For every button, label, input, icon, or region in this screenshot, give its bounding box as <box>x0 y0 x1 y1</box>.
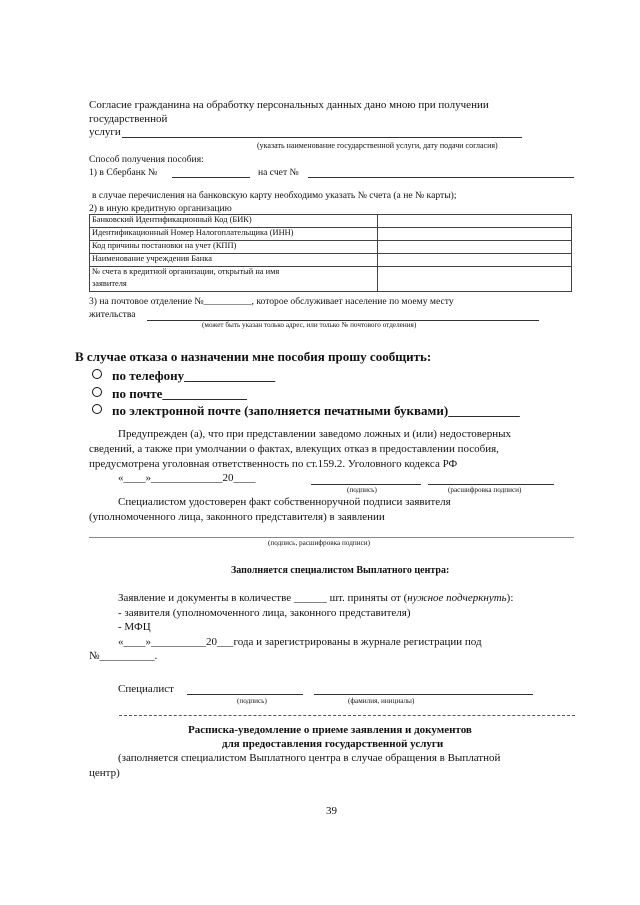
bank-field-label: Наименование учреждения Банка <box>90 254 378 267</box>
bank-field-label: Банковский Идентификационный Код (БИК) <box>90 215 378 228</box>
signature-line[interactable] <box>311 484 421 485</box>
table-row <box>90 267 572 280</box>
option-email[interactable]: по электронной почте (заполняется печатными буквами)___________ <box>92 403 520 419</box>
decode-caption: (расшифровка подписи) <box>448 486 522 494</box>
account-number-line[interactable] <box>308 177 574 178</box>
radio-bullet-icon[interactable] <box>92 404 102 414</box>
consent-line-2: государственной <box>89 113 168 125</box>
option-phone[interactable]: по телефону______________ <box>92 368 275 384</box>
radio-bullet-icon[interactable] <box>92 387 102 397</box>
cert-caption: (подпись, расшифровка подписи) <box>268 539 371 547</box>
bank-field-label: Идентификационный Номер Налогоплательщика (ИНН) <box>90 228 378 241</box>
bank-field-value[interactable] <box>378 267 572 280</box>
consent-service-label: услуги <box>89 126 121 138</box>
warning-date[interactable]: «____»_____________20____ <box>118 472 256 484</box>
specialist-name-caption: (фамилия, инициалы) <box>348 697 415 705</box>
bank-field-label: Код причины постановки на учет (КПП) <box>90 241 378 254</box>
post-caption: (может быть указан только адрес, или только № почтового отделения) <box>202 321 417 329</box>
docs-item-applicant: - заявителя (уполномоченного лица, законного представителя) <box>118 607 411 619</box>
warning-line-3: предусмотрена уголовная ответственность по ст.159.2. Уголовного кодекса РФ <box>89 458 458 470</box>
bank-field-value[interactable] <box>378 241 572 254</box>
sber-label: 1) в Сбербанк № <box>89 167 158 178</box>
account-label: на счет № <box>258 167 299 178</box>
registration-number[interactable]: №__________. <box>89 650 158 662</box>
specialist-name-line[interactable] <box>314 694 533 695</box>
cut-line-divider <box>119 715 575 716</box>
cert-line-2: (уполномоченного лица, законного представителя) в заявлении <box>89 511 385 523</box>
cert-line-1: Специалистом удостоверен факт собственноручной подписи заявителя <box>118 496 451 508</box>
other-bank-label: 2) в иную кредитную организацию <box>89 203 232 214</box>
bank-field-value[interactable] <box>378 279 572 292</box>
bank-field-label: № счета в кредитной организации, открытый на имя <box>90 267 378 280</box>
card-note: в случае перечисления на банковскую карту необходимо указать № счета (а не № карты); <box>92 190 457 201</box>
table-row <box>90 254 572 267</box>
specialist-label: Специалист <box>118 683 174 695</box>
docs-item-mfc: - МФЦ <box>118 621 151 633</box>
center-heading: Заполняется специалистом Выплатного центра: <box>231 565 450 576</box>
bank-field-value[interactable] <box>378 254 572 267</box>
table-row <box>90 228 572 241</box>
table-row <box>90 241 572 254</box>
radio-bullet-icon[interactable] <box>92 369 102 379</box>
sber-number-line[interactable] <box>172 177 250 178</box>
warning-line-1: Предупрежден (а), что при представлении заведомо ложных и (или) недостоверных <box>118 428 512 440</box>
receipt-text-1: (заполняется специалистом Выплатного центра в случае обращения в Выплатной <box>118 752 501 764</box>
refusal-heading: В случае отказа о назначении мне пособия прошу сообщить: <box>75 349 432 364</box>
post-line-1: 3) на почтовое отделение №__________, которое обслуживает население по моему месту <box>89 296 454 307</box>
receipt-text-2: центр) <box>89 767 120 779</box>
bank-field-label: заявителя <box>90 279 378 292</box>
receipt-title-1: Расписка-уведомление о приеме заявления и документов <box>188 724 472 736</box>
specialist-sign-line[interactable] <box>187 694 303 695</box>
method-title: Способ получения пособия: <box>89 154 204 165</box>
service-caption: (указать наименование государственной услуги, дату подачи согласия) <box>257 141 498 150</box>
post-line-2-label: жительства <box>89 309 136 320</box>
warning-line-2: сведений, а также при умолчании о фактах, влекущих отказ в предоставлении пособия, <box>89 443 499 455</box>
page-number: 39 <box>326 805 337 817</box>
service-field-line[interactable] <box>122 137 522 138</box>
bank-field-value[interactable] <box>378 228 572 241</box>
bank-field-value[interactable] <box>378 215 572 228</box>
table-row <box>90 215 572 228</box>
signature-decode-line[interactable] <box>428 484 554 485</box>
receipt-title-2: для предоставления государственной услуги <box>222 738 444 750</box>
table-row <box>90 279 572 292</box>
bank-details-table <box>89 214 572 292</box>
docs-line: Заявление и документы в количестве ______ шт. приняты от (нужное подчеркнуть): <box>118 592 514 604</box>
sign-caption: (подпись) <box>347 486 377 494</box>
specialist-sign-caption: (подпись) <box>237 697 267 705</box>
option-post[interactable]: по почте_____________ <box>92 386 247 402</box>
consent-line-1: Согласие гражданина на обработку персональных данных дано мною при получении <box>89 99 489 111</box>
cert-sign-line[interactable] <box>89 537 574 538</box>
registration-date-line[interactable]: «____»__________20___года и зарегистрированы в журнале регистрации под <box>118 636 482 648</box>
